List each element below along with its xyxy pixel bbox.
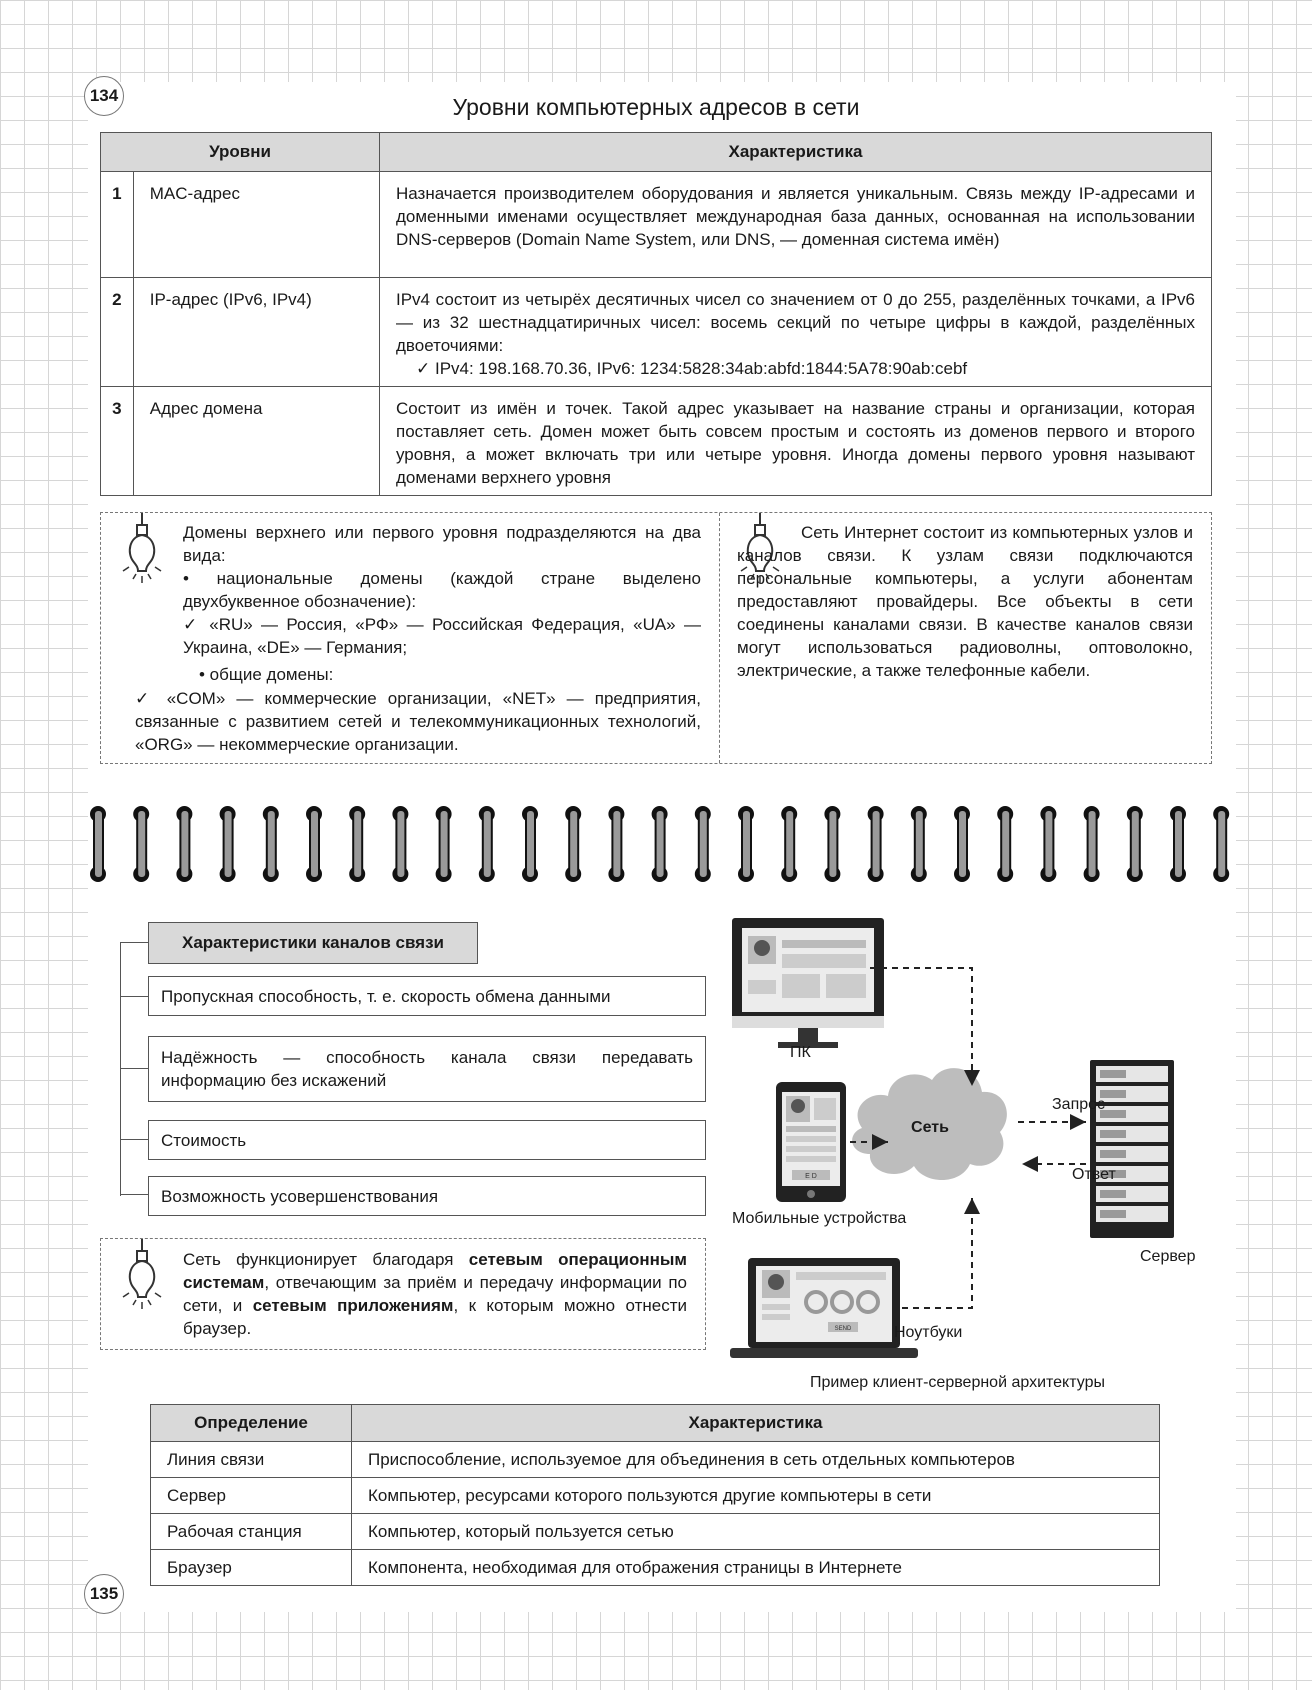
- row-term: Сервер: [151, 1478, 352, 1514]
- page-title: Уровни компьютерных адресов в сети: [452, 94, 860, 120]
- row-description: Компьютер, ресурсами которого пользуются другие компьютеры в сети: [352, 1478, 1160, 1514]
- connector-tick: [121, 1139, 149, 1140]
- tip-network-part: Сеть функционирует благодаря: [183, 1250, 469, 1269]
- row-number: 3: [101, 387, 134, 496]
- spiral-ring: [176, 806, 192, 882]
- spiral-ring: [133, 806, 149, 882]
- row-description: Компьютер, который пользуется сетью: [352, 1514, 1160, 1550]
- tip-internet-text: Сеть Интернет состоит из компьютерных узлов и каналов связи. К узлам связи подключаются персональные компьютеры, а услуги абонентам предоставляют провайдеры. Все объекты в сети соединены каналами связи. В качестве каналов связи могут использоваться радиоволны, оптоволокно, электрические, а также телефонные кабели.: [737, 523, 1193, 680]
- tip-domains-general-examples: ✓ «COM» — коммерческие организации, «NET» — предприятия, связанные с развитием сетей и телекоммуникационных технологий, «ORG» — некоммерческие организации.: [135, 689, 701, 754]
- column-header: Характеристика: [352, 1405, 1160, 1442]
- spiral-ring: [392, 806, 408, 882]
- tip-network-part: , к которым можно отнести браузер.: [183, 1296, 687, 1338]
- server-slot-detail: [1100, 1070, 1126, 1078]
- channel-item: Возможность усовершенствования: [148, 1176, 706, 1216]
- server-slot-detail: [1100, 1130, 1126, 1138]
- row-description: Состоит из имён и точек. Такой адрес указывает на название страны и организации, которая поставляет сеть. Домен может быть совсем простым и состоять из доменов первого и второго уровня, а может включать три или четыре уровня. Иногда домены первого уровня называют доменами верхнего уровня: [380, 387, 1212, 496]
- server-icon: [1090, 1060, 1174, 1238]
- ip-example: ✓ IPv4: 198.168.70.36, IPv6: 1234:5828:34ab:abfd:1844:5A78:90ab:cebf: [416, 359, 968, 378]
- levels-table: [100, 132, 1212, 496]
- spiral-ring: [954, 806, 970, 882]
- tip-network-part: , отвечающим за приём и передачу информации по сети, и: [183, 1273, 687, 1315]
- table-row: [151, 1478, 1160, 1514]
- connector-tick: [121, 1068, 149, 1069]
- spiral-ring: [1040, 806, 1056, 882]
- row-term: Рабочая станция: [151, 1514, 352, 1550]
- tip-divider: [719, 513, 720, 763]
- column-header: Уровни: [101, 133, 380, 172]
- spiral-ring: [565, 806, 581, 882]
- spiral-ring: [1170, 806, 1186, 882]
- spiral-ring: [695, 806, 711, 882]
- row-description: Назначается производителем оборудования и является уникальным. Связь между IP-адресами и доменными именами осуществляет международная база данных, основанная на использовании DNS-серверов (Domain Name System, или DNS, — доменная система имён): [380, 172, 1212, 278]
- spiral-ring: [824, 806, 840, 882]
- row-level: IP-адрес (IPv6, IPv4): [133, 278, 379, 387]
- row-description: Приспособление, используемое для объединения в сеть отдельных компьютеров: [352, 1442, 1160, 1478]
- tip-box-network: [100, 1238, 706, 1350]
- laptop-icon: [730, 1258, 918, 1358]
- row-description-text: IPv4 состоит из четырёх десятичных чисел со значением от 0 до 255, разделённых точками, а IPv6 — из 32 шестнадцатиричных чисел: восемь секций по четыре цифры в каждой, разделённых двоеточиями:: [396, 290, 1195, 355]
- spiral-ring: [781, 806, 797, 882]
- send-button-label: SEND: [834, 1326, 852, 1332]
- mobile-label: Мобильные устройства: [732, 1210, 907, 1227]
- spiral-ring: [90, 806, 106, 882]
- pc-icon: [732, 918, 884, 1048]
- connector-tick: [121, 942, 149, 943]
- row-number: 2: [101, 278, 134, 387]
- tip-network-bold: сетевым приложениям: [252, 1296, 454, 1315]
- channels-header: Характеристики каналов связи: [148, 922, 478, 964]
- table-row: [151, 1550, 1160, 1586]
- column-header: Характеристика: [380, 133, 1212, 172]
- spiral-ring: [220, 806, 236, 882]
- spiral-ring: [436, 806, 452, 882]
- table-row: [101, 387, 1212, 496]
- server-label: Сервер: [1140, 1248, 1196, 1265]
- pc-label: ПК: [790, 1044, 811, 1061]
- spiral-ring: [349, 806, 365, 882]
- row-term: Браузер: [151, 1550, 352, 1586]
- table-row: [101, 278, 1212, 387]
- channel-item: Пропускная способность, т. е. скорость обмена данными: [148, 976, 706, 1016]
- column-header: Определение: [151, 1405, 352, 1442]
- diagram-caption: Пример клиент-серверной архитектуры: [810, 1374, 1105, 1391]
- row-description: [380, 278, 1212, 387]
- tip-domains-national-examples: ✓ «RU» — Россия, «РФ» — Российская Федерация, «UA» — Украина, «DE» — Германия;: [183, 615, 701, 657]
- row-number: 1: [101, 172, 134, 278]
- tip-domains-intro: Домены верхнего или первого уровня подразделяются на два вида:: [183, 523, 701, 565]
- tip-box-domains-internet: [100, 512, 1212, 764]
- table-row: [101, 172, 1212, 278]
- row-description: Компонента, необходимая для отображения страницы в Интернете: [352, 1550, 1160, 1586]
- server-slot-detail: [1100, 1150, 1126, 1158]
- server-slot-detail: [1100, 1190, 1126, 1198]
- laptop-label: Ноутбуки: [894, 1324, 963, 1341]
- spiral-ring: [652, 806, 668, 882]
- network-label: Сеть: [911, 1119, 949, 1136]
- channel-connector: [120, 942, 149, 1196]
- spiral-ring: [911, 806, 927, 882]
- tip-network-bold: сетевым операционным системам: [183, 1250, 687, 1292]
- spiral-ring: [306, 806, 322, 882]
- channel-item: Надёжность — способность канала связи передавать информацию без искажений: [148, 1036, 706, 1102]
- lightbulb-icon: [119, 1239, 165, 1311]
- connector-tick: [121, 996, 149, 997]
- spiral-ring: [522, 806, 538, 882]
- channel-item: Стоимость: [148, 1120, 706, 1160]
- spiral-binding: [82, 800, 1232, 890]
- spiral-ring: [1127, 806, 1143, 882]
- spiral-ring: [263, 806, 279, 882]
- spiral-ring: [608, 806, 624, 882]
- response-label: Ответ: [1072, 1166, 1116, 1183]
- tip-domains-bullet-general: • общие домены:: [199, 665, 334, 684]
- spiral-ring: [1213, 806, 1229, 882]
- mobile-icon: [776, 1082, 846, 1202]
- row-term: Линия связи: [151, 1442, 352, 1478]
- spiral-ring: [997, 806, 1013, 882]
- row-level: Адрес домена: [133, 387, 379, 496]
- spiral-ring: [868, 806, 884, 882]
- connector-tick: [121, 1194, 149, 1195]
- tip-network-text: [183, 1248, 687, 1340]
- table-header-row: [151, 1405, 1160, 1442]
- lightbulb-icon: [119, 513, 165, 585]
- table-row: [151, 1514, 1160, 1550]
- server-slot-detail: [1100, 1210, 1126, 1218]
- spiral-ring: [479, 806, 495, 882]
- request-label: Запрос: [1052, 1096, 1106, 1113]
- table-row: [151, 1442, 1160, 1478]
- table-header-row: [101, 133, 1212, 172]
- phone-button-label: E D: [805, 1173, 817, 1180]
- spiral-ring: [1084, 806, 1100, 882]
- client-server-diagram: [720, 910, 1240, 1390]
- page-number-top: 134: [84, 76, 124, 116]
- row-level: MAC-адрес: [133, 172, 379, 278]
- definitions-table: [150, 1404, 1160, 1586]
- page-number-bottom: 135: [84, 1574, 124, 1614]
- tip-domains-bullet-national: • национальные домены (каждой стране выделено двухбуквенное обозначение):: [183, 569, 701, 611]
- spiral-ring: [738, 806, 754, 882]
